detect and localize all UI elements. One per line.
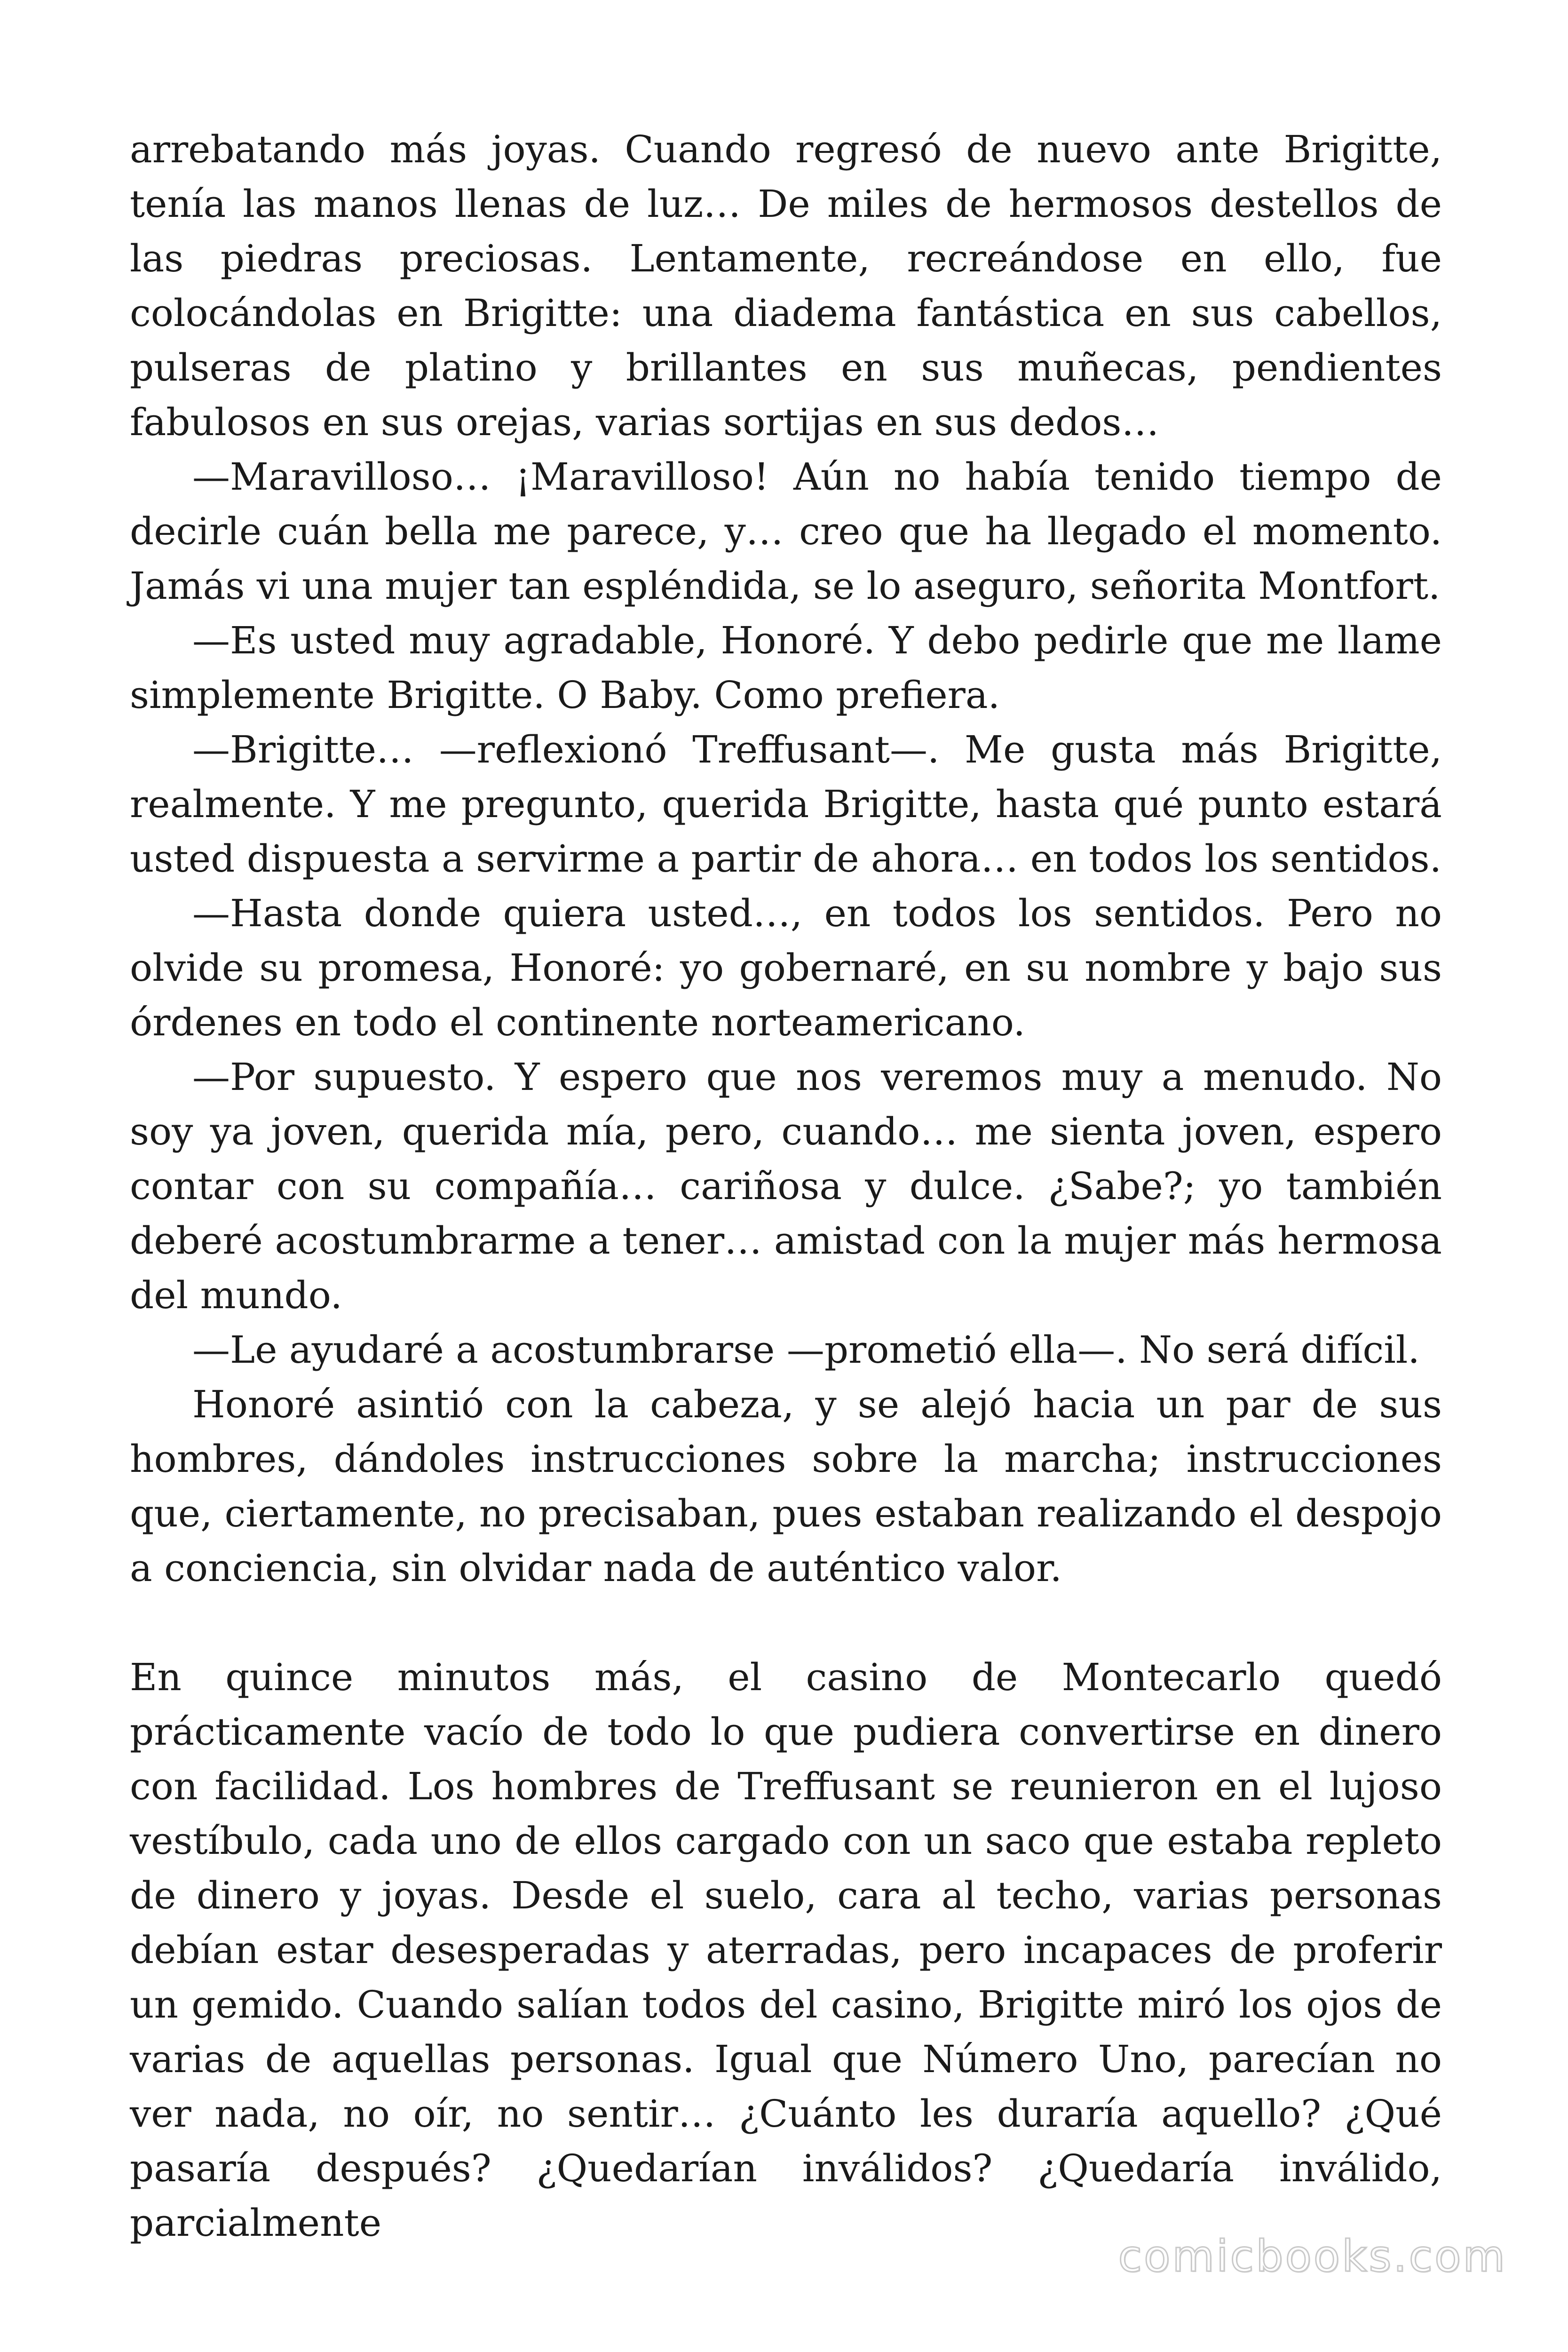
paragraph-2: —Maravilloso… ¡Maravilloso! Aún no había tenido tiempo de decirle cuán bella me parece, y… creo que ha llegado el momento. Jamás vi una mujer tan espléndida, se lo aseguro, señorita Montfort. [130, 455, 1442, 608]
paragraph-1: arrebatando más joyas. Cuando regresó de nuevo ante Brigitte, tenía las manos llenas de luz… De miles de hermosos destellos de las piedras preciosas. Lentamente, recreándose en ello, fue colocándolas en Brigitte: una diadema fantástica en sus cabellos, pulseras de platino y brillantes en sus muñecas, pendientes fabulosos en sus orejas, varias sortijas en sus dedos… [130, 127, 1442, 444]
paragraph-3: —Es usted muy agradable, Honoré. Y debo pedirle que me llame simplemente Brigitte. O Baby. Como prefiera. [130, 619, 1442, 717]
paragraph-5: —Hasta donde quiera usted…, en todos los sentidos. Pero no olvide su promesa, Honoré: yo gobernaré, en su nombre y bajo sus órdenes en todo el continente norteamericano. [130, 891, 1442, 1044]
paragraph-8: Honoré asintió con la cabeza, y se alejó hacia un par de sus hombres, dándoles instrucciones sobre la marcha; instrucciones que, ciertamente, no precisaban, pues estaban realizando el despojo a conciencia, sin olvidar nada de auténtico valor. [130, 1383, 1442, 1590]
paragraph-6: —Por supuesto. Y espero que nos veremos muy a menudo. No soy ya joven, querida mía, pero, cuando… me sienta joven, espero contar con su compañía… cariñosa y dulce. ¿Sabe?; yo también deberé acostumbrarme a tener… amistad con la mujer más hermosa del mundo. [130, 1055, 1442, 1317]
paragraph-7: —Le ayudaré a acostumbrarse —prometió ella—. No será difícil. [192, 1328, 1420, 1372]
watermark: comicbooks.com [1118, 2231, 1507, 2281]
page-text [130, 122, 1442, 2250]
paragraph-4: —Brigitte… —reflexionó Treffusant—. Me gusta más Brigitte, realmente. Y me pregunto, querida Brigitte, hasta qué punto estará usted dispuesta a servirme a partir de ahora… en todos los sentidos. [130, 728, 1442, 881]
paragraph-9: En quince minutos más, el casino de Montecarlo quedó prácticamente vacío de todo lo que pudiera convertirse en dinero con facilidad. Los hombres de Treffusant se reunieron en el lujoso vestíbulo, cada uno de ellos cargado con un saco que estaba repleto de dinero y joyas. Desde el suelo, cara al techo, varias personas debían estar desesperadas y aterradas, pero incapaces de proferir un gemido. Cuando salían todos del casino, Brigitte miró los ojos de varias de aquellas personas. Igual que Número Uno, parecían no ver nada, no oír, no sentir… ¿Cuánto les duraría aquello? ¿Qué pasaría después? ¿Quedarían inválidos? ¿Quedaría inválido, parcialmente [130, 1655, 1442, 2245]
